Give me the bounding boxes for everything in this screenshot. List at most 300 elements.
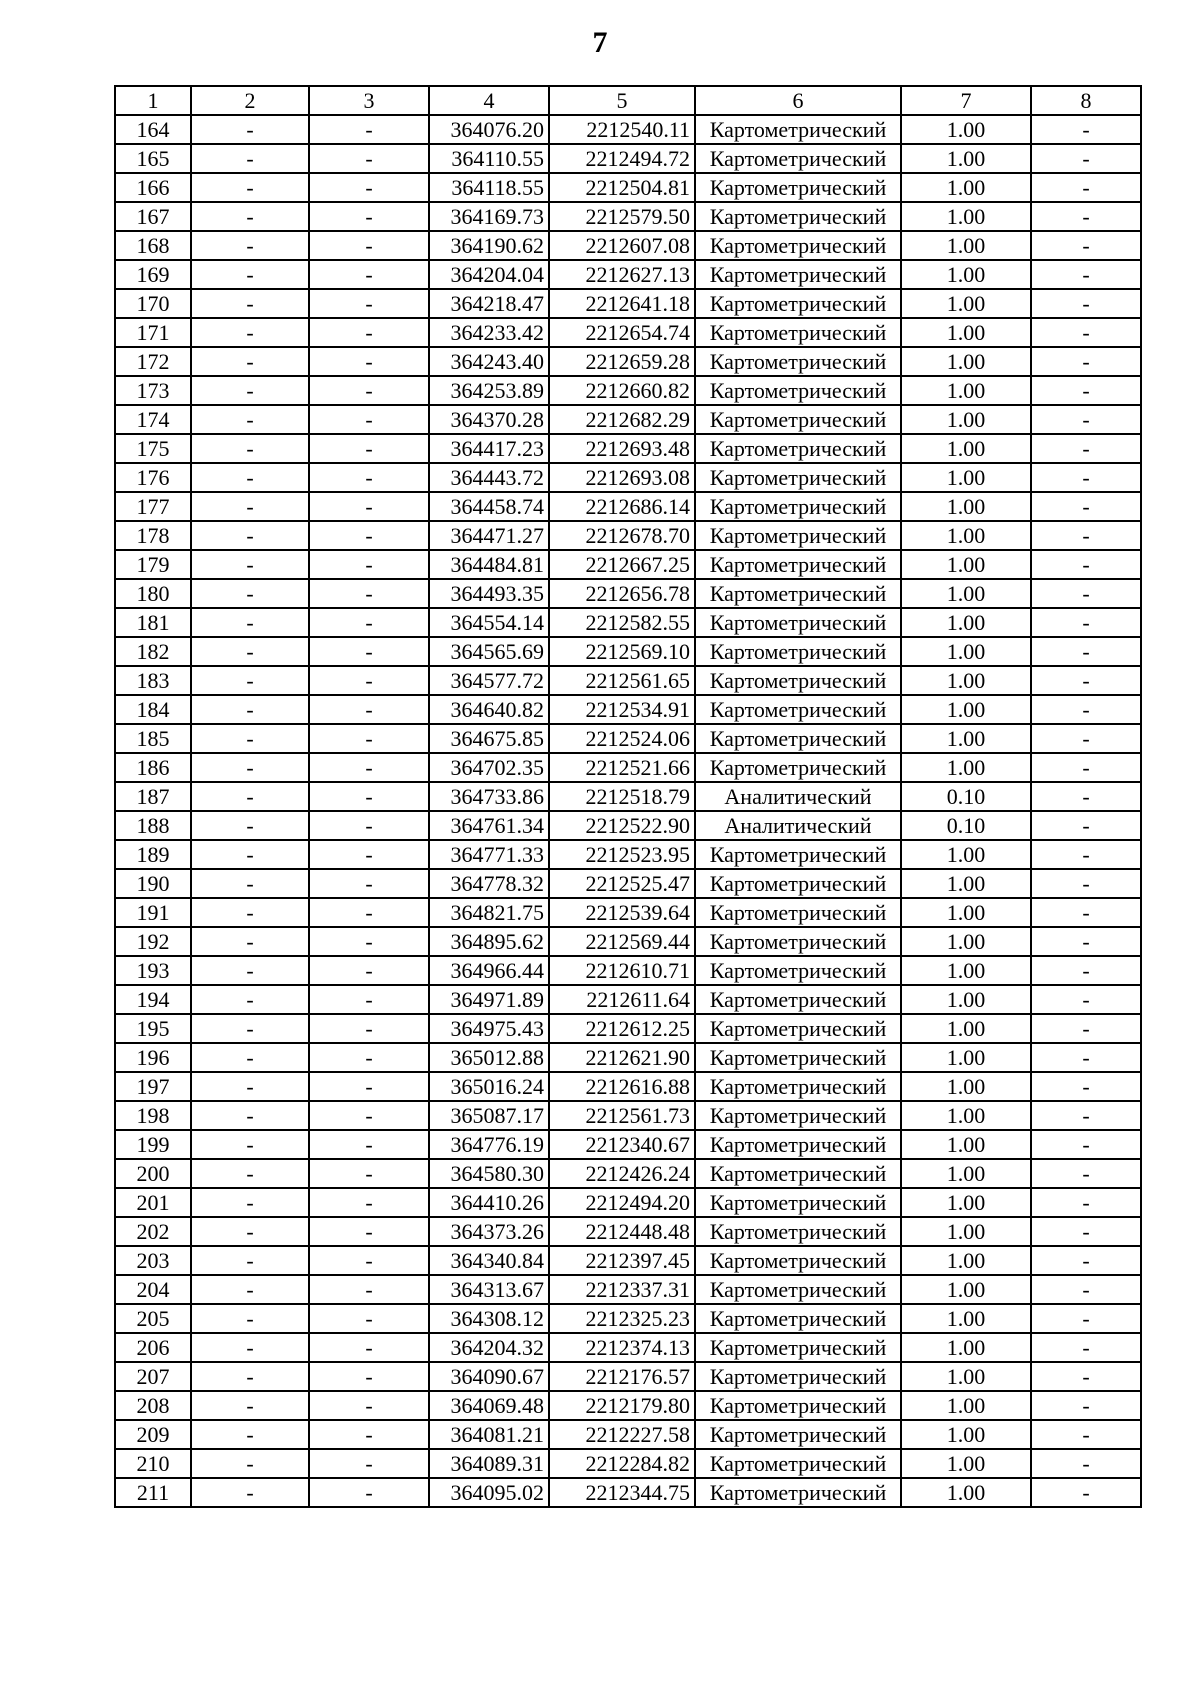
point-number-cell: 171 [115,318,191,347]
col3-cell: - [309,608,429,637]
col2-cell: - [191,463,309,492]
col2-cell: - [191,1362,309,1391]
y-coordinate-cell: 2212612.25 [549,1014,695,1043]
precision-cell: 1.00 [901,1014,1031,1043]
point-number-cell: 169 [115,260,191,289]
method-cell: Картометрический [695,318,901,347]
x-coordinate-cell: 364417.23 [429,434,549,463]
point-number-cell: 206 [115,1333,191,1362]
col8-cell: - [1031,1072,1141,1101]
col2-cell: - [191,1333,309,1362]
col3-cell: - [309,1420,429,1449]
x-coordinate-cell: 364733.86 [429,782,549,811]
table-row [115,695,1141,724]
col3-cell: - [309,260,429,289]
x-coordinate-cell: 364373.26 [429,1217,549,1246]
precision-cell: 1.00 [901,434,1031,463]
y-coordinate-cell: 2212607.08 [549,231,695,260]
col8-cell: - [1031,1159,1141,1188]
col2-cell: - [191,318,309,347]
col3-cell: - [309,811,429,840]
col8-cell: - [1031,231,1141,260]
table-row [115,869,1141,898]
table-row [115,521,1141,550]
y-coordinate-cell: 2212521.66 [549,753,695,782]
method-cell: Картометрический [695,753,901,782]
precision-cell: 1.00 [901,144,1031,173]
col8-cell: - [1031,463,1141,492]
method-cell: Картометрический [695,579,901,608]
point-number-cell: 170 [115,289,191,318]
point-number-cell: 192 [115,927,191,956]
y-coordinate-cell: 2212582.55 [549,608,695,637]
col2-cell: - [191,405,309,434]
page-number: 7 [592,26,608,59]
method-cell: Картометрический [695,637,901,666]
method-cell: Картометрический [695,1275,901,1304]
y-coordinate-cell: 2212693.48 [549,434,695,463]
col3-cell: - [309,318,429,347]
x-coordinate-cell: 364253.89 [429,376,549,405]
point-number-cell: 198 [115,1101,191,1130]
col2-cell: - [191,637,309,666]
table-row [115,666,1141,695]
col2-cell: - [191,144,309,173]
col3-cell: - [309,1275,429,1304]
method-cell: Картометрический [695,724,901,753]
col2-cell: - [191,1043,309,1072]
y-coordinate-cell: 2212579.50 [549,202,695,231]
col8-cell: - [1031,608,1141,637]
col8-cell: - [1031,202,1141,231]
col3-cell: - [309,115,429,144]
col2-cell: - [191,579,309,608]
method-cell: Картометрический [695,1159,901,1188]
col8-cell: - [1031,753,1141,782]
method-cell: Картометрический [695,115,901,144]
method-cell: Картометрический [695,173,901,202]
method-cell: Картометрический [695,840,901,869]
x-coordinate-cell: 364458.74 [429,492,549,521]
x-coordinate-cell: 364410.26 [429,1188,549,1217]
col8-cell: - [1031,1275,1141,1304]
col2-cell: - [191,840,309,869]
col3-cell: - [309,898,429,927]
y-coordinate-cell: 2212494.20 [549,1188,695,1217]
col2-cell: - [191,260,309,289]
point-number-cell: 186 [115,753,191,782]
col2-cell: - [191,1159,309,1188]
x-coordinate-cell: 364069.48 [429,1391,549,1420]
coordinates-table [114,85,1142,1508]
x-coordinate-cell: 364975.43 [429,1014,549,1043]
col8-cell: - [1031,927,1141,956]
x-coordinate-cell: 364095.02 [429,1478,549,1507]
col3-cell: - [309,927,429,956]
col2-cell: - [191,782,309,811]
y-coordinate-cell: 2212686.14 [549,492,695,521]
precision-cell: 0.10 [901,782,1031,811]
table-row [115,1449,1141,1478]
table-row [115,1159,1141,1188]
precision-cell: 1.00 [901,260,1031,289]
col3-cell: - [309,1449,429,1478]
method-cell: Картометрический [695,1101,901,1130]
method-cell: Картометрический [695,376,901,405]
col2-cell: - [191,869,309,898]
y-coordinate-cell: 2212448.48 [549,1217,695,1246]
method-cell: Картометрический [695,608,901,637]
col3-cell: - [309,347,429,376]
y-coordinate-cell: 2212284.82 [549,1449,695,1478]
x-coordinate-cell: 364218.47 [429,289,549,318]
table-row [115,1130,1141,1159]
method-cell: Картометрический [695,434,901,463]
precision-cell: 1.00 [901,1072,1031,1101]
y-coordinate-cell: 2212667.25 [549,550,695,579]
header-row [115,86,1141,115]
precision-cell: 1.00 [901,173,1031,202]
col3-cell: - [309,1014,429,1043]
precision-cell: 1.00 [901,1362,1031,1391]
point-number-cell: 182 [115,637,191,666]
x-coordinate-cell: 364554.14 [429,608,549,637]
point-number-cell: 190 [115,869,191,898]
point-number-cell: 177 [115,492,191,521]
col8-cell: - [1031,869,1141,898]
table-row [115,318,1141,347]
method-cell: Аналитический [695,811,901,840]
point-number-cell: 203 [115,1246,191,1275]
precision-cell: 1.00 [901,376,1031,405]
col8-cell: - [1031,144,1141,173]
col2-cell: - [191,521,309,550]
precision-cell: 1.00 [901,579,1031,608]
col2-cell: - [191,434,309,463]
col3-cell: - [309,376,429,405]
column-header-7: 7 [901,86,1031,115]
table-row [115,1304,1141,1333]
table-row [115,260,1141,289]
col2-cell: - [191,492,309,521]
col8-cell: - [1031,666,1141,695]
col8-cell: - [1031,1449,1141,1478]
col3-cell: - [309,1072,429,1101]
method-cell: Картометрический [695,1362,901,1391]
x-coordinate-cell: 364308.12 [429,1304,549,1333]
point-number-cell: 194 [115,985,191,1014]
col2-cell: - [191,811,309,840]
x-coordinate-cell: 364675.85 [429,724,549,753]
col8-cell: - [1031,811,1141,840]
x-coordinate-cell: 364471.27 [429,521,549,550]
col8-cell: - [1031,840,1141,869]
col3-cell: - [309,956,429,985]
col2-cell: - [191,1072,309,1101]
table-row [115,753,1141,782]
table-row [115,405,1141,434]
point-number-cell: 185 [115,724,191,753]
col3-cell: - [309,202,429,231]
method-cell: Картометрический [695,1420,901,1449]
precision-cell: 1.00 [901,1478,1031,1507]
y-coordinate-cell: 2212659.28 [549,347,695,376]
precision-cell: 1.00 [901,695,1031,724]
point-number-cell: 209 [115,1420,191,1449]
method-cell: Картометрический [695,1130,901,1159]
point-number-cell: 193 [115,956,191,985]
col3-cell: - [309,724,429,753]
precision-cell: 1.00 [901,492,1031,521]
col3-cell: - [309,1362,429,1391]
col2-cell: - [191,1014,309,1043]
y-coordinate-cell: 2212525.47 [549,869,695,898]
y-coordinate-cell: 2212518.79 [549,782,695,811]
col2-cell: - [191,1188,309,1217]
table-row [115,782,1141,811]
point-number-cell: 174 [115,405,191,434]
method-cell: Аналитический [695,782,901,811]
point-number-cell: 188 [115,811,191,840]
col8-cell: - [1031,434,1141,463]
col3-cell: - [309,1130,429,1159]
table-row [115,1043,1141,1072]
col3-cell: - [309,521,429,550]
y-coordinate-cell: 2212656.78 [549,579,695,608]
x-coordinate-cell: 364118.55 [429,173,549,202]
col3-cell: - [309,1188,429,1217]
method-cell: Картометрический [695,985,901,1014]
table-row [115,1217,1141,1246]
point-number-cell: 207 [115,1362,191,1391]
col3-cell: - [309,1478,429,1507]
precision-cell: 1.00 [901,608,1031,637]
point-number-cell: 166 [115,173,191,202]
x-coordinate-cell: 364895.62 [429,927,549,956]
point-number-cell: 191 [115,898,191,927]
method-cell: Картометрический [695,1072,901,1101]
col2-cell: - [191,1420,309,1449]
y-coordinate-cell: 2212524.06 [549,724,695,753]
x-coordinate-cell: 364313.67 [429,1275,549,1304]
precision-cell: 1.00 [901,956,1031,985]
x-coordinate-cell: 364204.04 [429,260,549,289]
y-coordinate-cell: 2212176.57 [549,1362,695,1391]
column-header-2: 2 [191,86,309,115]
precision-cell: 1.00 [901,318,1031,347]
col2-cell: - [191,1449,309,1478]
table-row [115,173,1141,202]
col3-cell: - [309,550,429,579]
point-number-cell: 165 [115,144,191,173]
col2-cell: - [191,289,309,318]
column-header-4: 4 [429,86,549,115]
col2-cell: - [191,985,309,1014]
point-number-cell: 204 [115,1275,191,1304]
col8-cell: - [1031,1391,1141,1420]
col8-cell: - [1031,347,1141,376]
table-row [115,1072,1141,1101]
col8-cell: - [1031,318,1141,347]
col2-cell: - [191,753,309,782]
point-number-cell: 164 [115,115,191,144]
column-header-8: 8 [1031,86,1141,115]
col3-cell: - [309,985,429,1014]
precision-cell: 1.00 [901,1188,1031,1217]
col2-cell: - [191,956,309,985]
col8-cell: - [1031,724,1141,753]
col3-cell: - [309,666,429,695]
col2-cell: - [191,1101,309,1130]
col8-cell: - [1031,1188,1141,1217]
col8-cell: - [1031,1101,1141,1130]
table-row [115,376,1141,405]
col3-cell: - [309,637,429,666]
precision-cell: 1.00 [901,463,1031,492]
col3-cell: - [309,1391,429,1420]
point-number-cell: 200 [115,1159,191,1188]
method-cell: Картометрический [695,1246,901,1275]
col3-cell: - [309,782,429,811]
x-coordinate-cell: 364484.81 [429,550,549,579]
col8-cell: - [1031,173,1141,202]
col8-cell: - [1031,521,1141,550]
x-coordinate-cell: 364761.34 [429,811,549,840]
col3-cell: - [309,1304,429,1333]
col8-cell: - [1031,1246,1141,1275]
precision-cell: 1.00 [901,898,1031,927]
point-number-cell: 184 [115,695,191,724]
table-row [115,463,1141,492]
method-cell: Картометрический [695,550,901,579]
y-coordinate-cell: 2212504.81 [549,173,695,202]
col8-cell: - [1031,956,1141,985]
column-header-6: 6 [695,86,901,115]
table-row [115,347,1141,376]
precision-cell: 1.00 [901,405,1031,434]
col8-cell: - [1031,115,1141,144]
x-coordinate-cell: 364971.89 [429,985,549,1014]
x-coordinate-cell: 365087.17 [429,1101,549,1130]
x-coordinate-cell: 364089.31 [429,1449,549,1478]
x-coordinate-cell: 364821.75 [429,898,549,927]
col3-cell: - [309,869,429,898]
col2-cell: - [191,927,309,956]
table-row [115,637,1141,666]
x-coordinate-cell: 364640.82 [429,695,549,724]
y-coordinate-cell: 2212540.11 [549,115,695,144]
y-coordinate-cell: 2212561.73 [549,1101,695,1130]
method-cell: Картометрический [695,1449,901,1478]
y-coordinate-cell: 2212660.82 [549,376,695,405]
col3-cell: - [309,1217,429,1246]
table-row [115,927,1141,956]
table-row [115,202,1141,231]
y-coordinate-cell: 2212610.71 [549,956,695,985]
method-cell: Картометрический [695,1043,901,1072]
point-number-cell: 179 [115,550,191,579]
col3-cell: - [309,1333,429,1362]
col3-cell: - [309,1159,429,1188]
col8-cell: - [1031,1362,1141,1391]
y-coordinate-cell: 2212522.90 [549,811,695,840]
y-coordinate-cell: 2212616.88 [549,1072,695,1101]
point-number-cell: 210 [115,1449,191,1478]
precision-cell: 1.00 [901,1130,1031,1159]
table-row [115,115,1141,144]
table-row [115,898,1141,927]
col3-cell: - [309,144,429,173]
point-number-cell: 175 [115,434,191,463]
col3-cell: - [309,231,429,260]
col2-cell: - [191,550,309,579]
point-number-cell: 180 [115,579,191,608]
method-cell: Картометрический [695,521,901,550]
precision-cell: 1.00 [901,840,1031,869]
precision-cell: 1.00 [901,1275,1031,1304]
table-row [115,811,1141,840]
column-header-1: 1 [115,86,191,115]
precision-cell: 1.00 [901,753,1031,782]
precision-cell: 1.00 [901,869,1031,898]
method-cell: Картометрический [695,898,901,927]
method-cell: Картометрический [695,666,901,695]
y-coordinate-cell: 2212621.90 [549,1043,695,1072]
y-coordinate-cell: 2212678.70 [549,521,695,550]
y-coordinate-cell: 2212654.74 [549,318,695,347]
col2-cell: - [191,898,309,927]
y-coordinate-cell: 2212569.10 [549,637,695,666]
col8-cell: - [1031,898,1141,927]
y-coordinate-cell: 2212227.58 [549,1420,695,1449]
y-coordinate-cell: 2212344.75 [549,1478,695,1507]
col8-cell: - [1031,1333,1141,1362]
table-row [115,289,1141,318]
table-row [115,550,1141,579]
point-number-cell: 176 [115,463,191,492]
col2-cell: - [191,1130,309,1159]
y-coordinate-cell: 2212539.64 [549,898,695,927]
table-row [115,1188,1141,1217]
y-coordinate-cell: 2212641.18 [549,289,695,318]
method-cell: Картометрический [695,347,901,376]
col2-cell: - [191,231,309,260]
table-row [115,434,1141,463]
y-coordinate-cell: 2212611.64 [549,985,695,1014]
y-coordinate-cell: 2212374.13 [549,1333,695,1362]
col2-cell: - [191,1391,309,1420]
x-coordinate-cell: 364771.33 [429,840,549,869]
table-row [115,144,1141,173]
precision-cell: 1.00 [901,1217,1031,1246]
x-coordinate-cell: 365012.88 [429,1043,549,1072]
method-cell: Картометрический [695,1391,901,1420]
method-cell: Картометрический [695,144,901,173]
precision-cell: 1.00 [901,666,1031,695]
col2-cell: - [191,1304,309,1333]
y-coordinate-cell: 2212337.31 [549,1275,695,1304]
col8-cell: - [1031,1217,1141,1246]
col2-cell: - [191,1275,309,1304]
point-number-cell: 201 [115,1188,191,1217]
precision-cell: 1.00 [901,1043,1031,1072]
col3-cell: - [309,695,429,724]
precision-cell: 1.00 [901,1246,1031,1275]
col8-cell: - [1031,1304,1141,1333]
precision-cell: 1.00 [901,289,1031,318]
precision-cell: 0.10 [901,811,1031,840]
precision-cell: 1.00 [901,521,1031,550]
